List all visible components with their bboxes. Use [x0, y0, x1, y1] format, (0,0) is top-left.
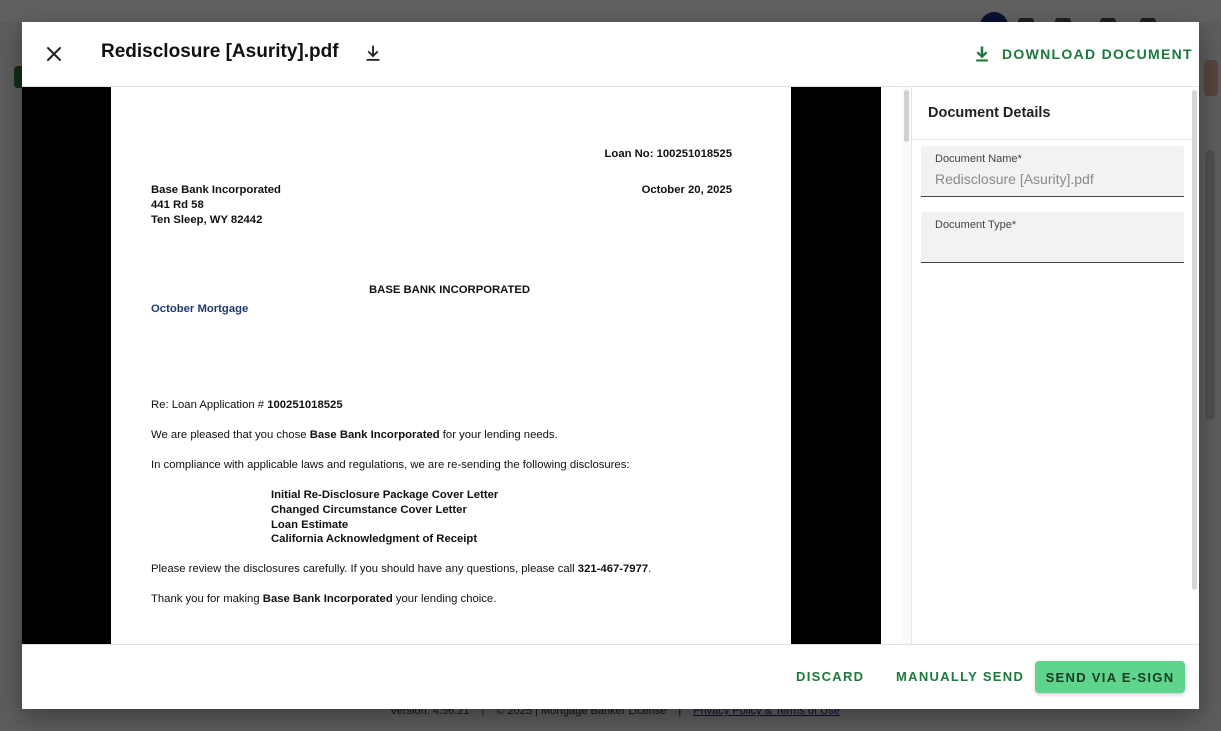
discard-button[interactable]: DISCARD — [796, 669, 865, 684]
re-number: 100251018525 — [267, 399, 343, 411]
bank-address-line1: 441 Rd 58 — [151, 199, 204, 211]
letter-heading: BASE BANK INCORPORATED — [369, 284, 531, 296]
document-name-label: Document Name* — [935, 153, 1022, 165]
bank-name: Base Bank Incorporated — [151, 184, 281, 196]
thanks-suffix: your lending choice. — [392, 593, 497, 605]
review-phone: 321-467-7977 — [577, 563, 649, 575]
dialog-footer — [22, 644, 1199, 709]
thanks-prefix: Thank you for making — [151, 593, 263, 605]
document-preview-dialog — [22, 22, 1199, 709]
bank-address-line2: Ten Sleep, WY 82442 — [151, 214, 263, 226]
thanks-line — [151, 593, 496, 605]
pleased-bank: Base Bank Incorporated — [309, 429, 440, 441]
document-details-panel — [911, 87, 1191, 644]
pleased-prefix: We are pleased that you chose — [151, 429, 310, 441]
letter-date: October 20, 2025 — [641, 184, 732, 196]
viewer-scrollbar-thumb[interactable] — [904, 90, 909, 142]
details-title: Document Details — [928, 105, 1051, 121]
dialog-title: Redisclosure [Asurity].pdf — [101, 41, 339, 62]
download-icon — [972, 44, 992, 64]
pleased-suffix: for your lending needs. — [439, 429, 558, 441]
document-name-value[interactable]: Redisclosure [Asurity].pdf — [935, 171, 1094, 187]
compliance-line: In compliance with applicable laws and regulations, we are re-sending the following disclosures: — [151, 459, 630, 471]
viewer-scroll-track — [903, 87, 911, 644]
disclosure-item: Loan Estimate — [271, 519, 349, 531]
details-scrollbar-thumb[interactable] — [1192, 90, 1197, 590]
download-document-label: DOWNLOAD DOCUMENT — [1002, 46, 1193, 62]
send-via-esign-label: SEND VIA E-SIGN — [1045, 669, 1175, 685]
re-line — [151, 399, 343, 411]
document-type-label: Document Type* — [935, 219, 1017, 231]
thanks-bank: Base Bank Incorporated — [262, 593, 393, 605]
disclosure-item: California Acknowledgment of Receipt — [271, 533, 478, 545]
send-via-esign-button[interactable] — [1035, 661, 1185, 693]
dialog-header — [22, 22, 1199, 87]
document-type-field[interactable] — [921, 212, 1184, 263]
disclosure-item: Initial Re-Disclosure Package Cover Letter — [271, 489, 499, 501]
review-line — [151, 563, 651, 575]
download-icon[interactable] — [362, 42, 384, 64]
pdf-page — [111, 87, 791, 644]
pleased-line — [151, 429, 558, 441]
review-prefix: Please review the disclosures carefully. If you should have any questions, please call — [151, 563, 578, 575]
download-document-button[interactable] — [972, 43, 1193, 65]
close-icon — [46, 46, 62, 62]
review-suffix: . — [648, 563, 652, 575]
disclosure-item: Changed Circumstance Cover Letter — [271, 504, 467, 516]
document-name-field[interactable] — [921, 146, 1184, 197]
close-button[interactable] — [42, 42, 66, 66]
re-prefix: Re: Loan Application # — [151, 399, 268, 411]
pdf-viewer[interactable] — [22, 87, 881, 644]
manually-send-button[interactable]: MANUALLY SEND — [896, 669, 1025, 684]
letter-subheading: October Mortgage — [151, 303, 249, 315]
loan-number: Loan No: 100251018525 — [604, 148, 732, 160]
details-divider — [912, 139, 1192, 140]
